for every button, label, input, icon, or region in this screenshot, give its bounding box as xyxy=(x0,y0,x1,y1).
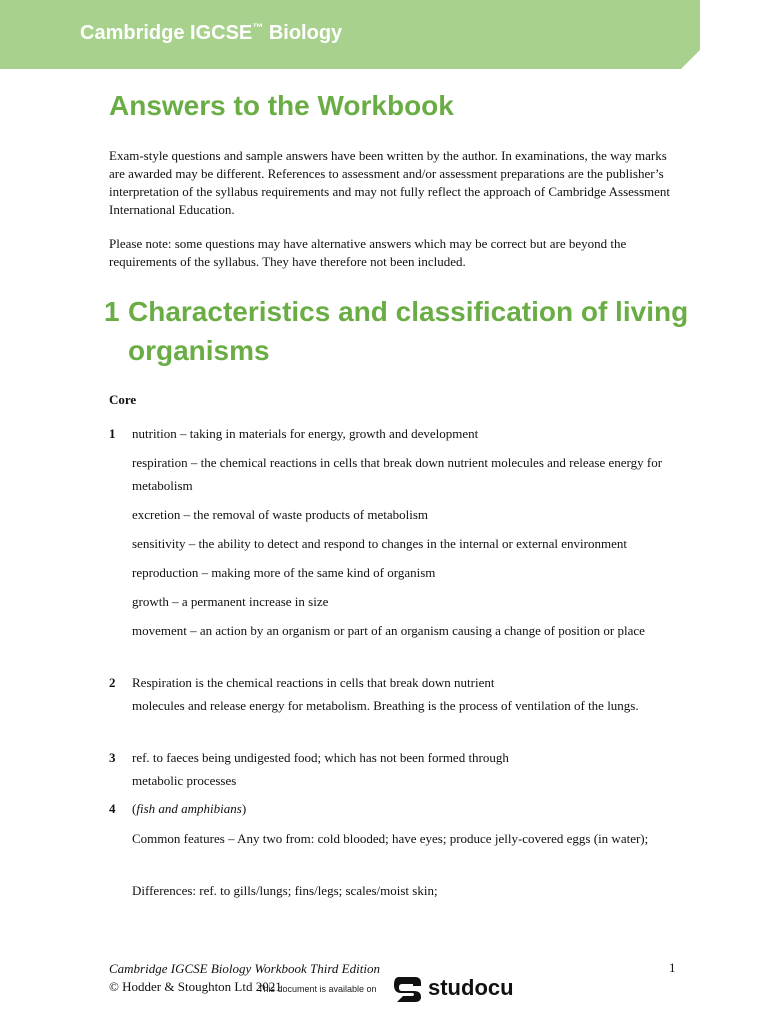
banner-subject: Biology xyxy=(263,22,343,44)
answer-line: excretion – the removal of waste products of metabolism xyxy=(132,507,429,522)
answer-italic-text: fish and amphibians xyxy=(136,801,242,816)
answer-line: Differences: ref. to gills/lungs; fins/legs; scales/moist skin; xyxy=(132,883,438,898)
studocu-logo-icon xyxy=(393,975,423,1003)
answer-line: Common features – Any two from: cold blooded; have eyes; produce jelly-covered eggs (in water); xyxy=(132,831,649,846)
banner-title xyxy=(80,22,342,45)
answer-line: ref. to faeces being undigested food; which has not been formed through xyxy=(132,750,509,765)
banner-brand: Cambridge IGCSE xyxy=(80,22,253,44)
question-number: 3 xyxy=(109,750,116,765)
intro-paragraph-1: Exam-style questions and sample answers have been written by the author. In examinations, the way marks are awarded may be different. References to assessment and/or assessment preparations are the publisher’s interpretation of the syllabus requirements and may not fully reflect the approach of Cambridge Assessment International Education. xyxy=(109,148,671,217)
chapter-title: Characteristics and classification of living organisms xyxy=(128,296,689,366)
answer-line: nutrition – taking in materials for energy, growth and development xyxy=(132,426,479,441)
footer-copyright: © Hodder & Stoughton Ltd 2021 xyxy=(109,979,282,994)
intro-paragraph-2: Please note: some questions may have alternative answers which may be correct but are beyond the requirements of the syllabus. They have therefore not been included. xyxy=(109,236,627,269)
page-number: 1 xyxy=(669,960,676,975)
question-number: 4 xyxy=(109,801,116,816)
footer-edition: Cambridge IGCSE Biology Workbook Third Edition xyxy=(109,961,380,976)
trademark-symbol: ™ xyxy=(252,22,264,34)
page-title: Answers to the Workbook xyxy=(109,90,454,121)
studocu-logo-text: studocu xyxy=(428,975,514,1000)
studocu-watermark[interactable] xyxy=(258,974,528,1004)
question-number: 1 xyxy=(109,426,116,441)
answer-line: movement – an action by an organism or part of an organism causing a change of position or place xyxy=(132,623,645,638)
question-number: 2 xyxy=(109,675,116,690)
answer-line: molecules and release energy for metabolism. Breathing is the process of ventilation of the lungs. xyxy=(132,698,639,713)
answer-line: metabolic processes xyxy=(132,773,237,788)
answer-line: growth – a permanent increase in size xyxy=(132,594,329,609)
answer-line: respiration – the chemical reactions in cells that break down nutrient molecules and release energy for metabolism xyxy=(132,455,663,493)
studocu-available-text: This document is available on xyxy=(258,984,377,994)
section-label: Core xyxy=(109,392,137,407)
answer-line-italic: (fish and amphibians) xyxy=(132,801,247,816)
answer-line: sensitivity – the ability to detect and respond to changes in the internal or external environment xyxy=(132,536,627,551)
answer-line: Respiration is the chemical reactions in cells that break down nutrient xyxy=(132,675,495,690)
chapter-number: 1 xyxy=(104,296,120,327)
answer-line: reproduction – making more of the same kind of organism xyxy=(132,565,436,580)
